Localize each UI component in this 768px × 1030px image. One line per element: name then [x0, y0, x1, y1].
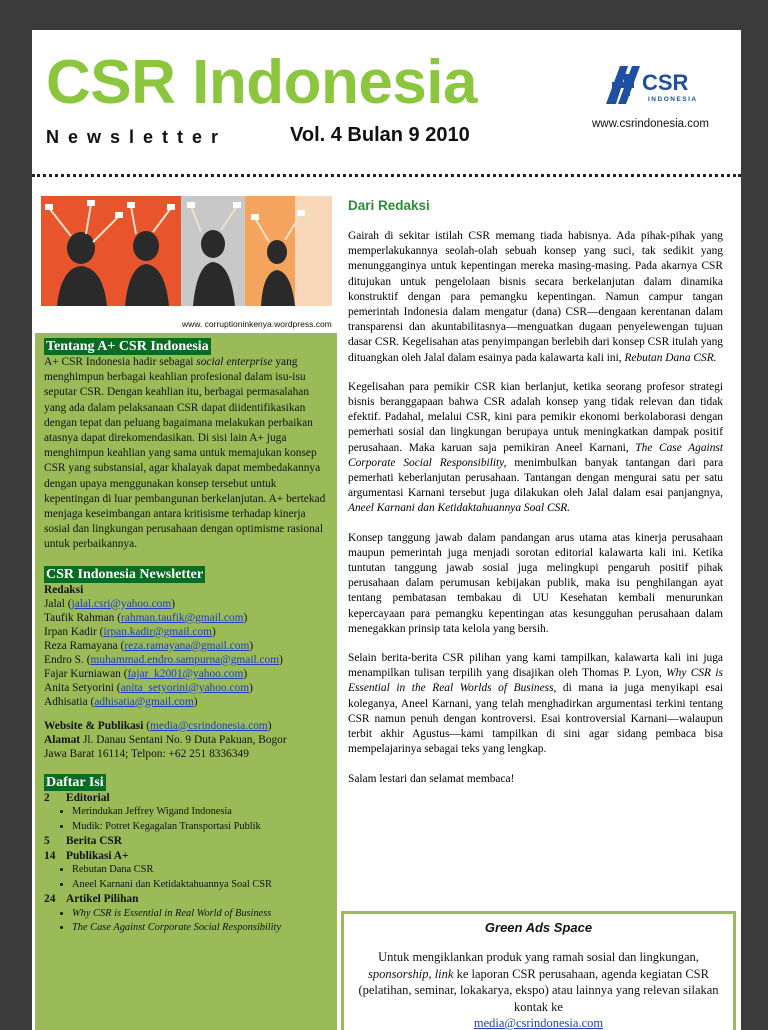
email-link[interactable]: anita_setyorini@yahoo.com	[120, 681, 250, 694]
team-member: Taufik Rahman (rahman.taufik@gmail.com)	[44, 611, 248, 624]
toc-section[interactable]: 2 Editorial	[44, 791, 110, 804]
editorial-paragraph: Konsep tanggung jawab dalam pandangan arus utama atas kinerja perusahaan maupun pemerintah juga menjadi sorotan editorial kalawarta kali ini. Ketika tuntutan tanggung jawab sosial juga melingkupi pengaruh positif pihak perusahaan dalam perumusan kebijakan publik, maka isu penghilangan ayat tentang pembatasan tembakau di UU Kesehatan kembali menurunkan kepercayaan para pemangku kepentingan atas kesungguhan perusahaan dalam menegakkan prinsip tata kelola yang bersih.	[348, 531, 723, 635]
team-member: Endro S. (muhammad.endro.sampurna@gmail.com)	[44, 653, 283, 666]
email-link[interactable]: fajar_k2001@yahoo.com	[127, 667, 244, 680]
volume-label: Vol. 4 Bulan 9 2010	[290, 124, 470, 146]
redaksi-label: Redaksi	[44, 583, 84, 596]
dotted-divider	[32, 174, 741, 177]
address-line: Alamat Jl. Danau Sentani No. 9 Duta Pakuan, Bogor	[44, 733, 287, 746]
media-email-link[interactable]: media@csrindonesia.com	[150, 719, 268, 732]
toc-item[interactable]: • Merindukan Jeffrey Wigand Indonesia	[72, 805, 330, 820]
website-publikasi: Website & Publikasi (media@csrindonesia.com)	[44, 719, 272, 732]
team-member: Anita Setyorini (anita_setyorini@yahoo.com)	[44, 681, 253, 694]
email-link[interactable]: muhammad.endro.sampurna@gmail.com	[90, 653, 280, 666]
toc-item[interactable]: • The Case Against Corporate Social Responsibility	[72, 921, 330, 936]
table-of-contents	[44, 791, 330, 936]
svg-text:INDONESIA: INDONESIA	[648, 96, 698, 103]
ads-title: Green Ads Space	[484, 920, 593, 935]
email-link[interactable]: reza.ramayana@gmail.com	[124, 639, 250, 652]
csr-indonesia-logo	[602, 60, 722, 110]
toc-section[interactable]: 5 Berita CSR	[44, 835, 122, 848]
newsletter-title: CSR Indonesia	[46, 48, 478, 117]
team-member: Jalal (jalal.csri@yahoo.com)	[44, 597, 176, 610]
toc-heading: Daftar Isi	[46, 774, 104, 790]
toc-item[interactable]: • Rebutan Dana CSR	[72, 863, 330, 878]
toc-item[interactable]: • Aneel Karnani dan Ketidaktahuannya Soal CSR	[72, 878, 330, 893]
green-ads-box	[341, 911, 736, 1030]
email-link[interactable]: jalal.csri@yahoo.com	[71, 597, 172, 610]
svg-text:CSR: CSR	[642, 70, 689, 95]
editorial-paragraph: Kegelisahan para pemikir CSR kian berlanjut, ketika seorang profesor strategi bisnis beranggapaan bahwa CSR adalah konsep yang tidak relevan dan tidak efektif. Padahal, melalui CSR, kini para pemikir ekonomi berkolaborasi dengan pemerhati sosial dan lingkungan berupaya untuk meningkatkan dampak positif perusahaan. Maka karuan saja pemikiran Aneel Karnani, The Case Against Corporate Social Responsibility, menimbulkan banyak tantangan dari para pemerhati keberlanjutan perusahaan. Tantangan dengan mengurai satu per satu argumentasi Karnani tersebut juga dilakukan oleh Jalal dalam esai panjangnya, Aneel Karnani dan Ketidaktahuannya Soal CSR.	[348, 380, 724, 515]
toc-item[interactable]: • Mudik: Potret Kegagalan Transportasi Publik	[72, 820, 330, 835]
banner-illustration	[41, 196, 332, 306]
team-member: Reza Ramayana (reza.ramayana@gmail.com)	[44, 639, 254, 652]
toc-item[interactable]: • Why CSR is Essential in Real World of Business	[72, 907, 330, 922]
editorial-paragraph: Gairah di sekitar istilah CSR memang tiada habisnya. Ada pihak-pihak yang memperlakukannya seolah-olah sebuah konsep yang suci, tak sedikit yang menungganginya untuk kepentingan mereka masing-masing. Pada akarnya CSR ditujukan untuk pengelolaan bisnis secara berkelanjutan dalam dinamika konstruktif dengan para pemangku kepentingan. Namun campur tangan pemerintah Indonesia dalam mengatur (dana) CSR—dengaan kerentanan dalam transparensi dan akuntabilitasnya—menguatkan dugaan penyelewengan tujuan dasar CSR. Kegelisahan atas penyimpangan berlebih dari konsep CSR itulah yang dituangkan oleh Jalal dalam esainya pada kalawarta kali ini, Rebutan Dana CSR.	[348, 230, 723, 364]
about-text: A+ CSR Indonesia hadir sebagai social enterprise yang menghimpun berbagai keahlian profesional dalam isu-isu seputar CSR. Dengan keahlian itu, berbagai permasalahan yang ada dalam pelaksanaan CSR dapat diidentifikasikan dengan tepat dan peluang bagaimana melakukan perbaikan atasnya dapat direkomendasikan. Di sisi lain A+ juga menghimpun keahlian yang sama untuk memajukan konsep CSR yang substansial, agar khalayak dapat membedakannya dengan upaya menggunakan konsep tersebut untuk kepentingan di luar pembangunan berkelanjutan. A+ bertekad menjaga keseimbangan antara kritisisme terhadap kinerja sosial dan lingkungan perusahaan dengan optimisme rasional untuk perbaikannya.	[44, 356, 326, 551]
newsletter-page	[32, 30, 741, 1030]
toc-section[interactable]: 14 Publikasi A+	[44, 849, 129, 862]
ads-text: Untuk mengiklankan produk yang ramah sosial dan lingkungan, sponsorship, link ke laporan CSR perusahaan, agenda kegiatan CSR (pelatihan, seminar, lokakarya, ekspo) atau lainnya yang relevan silakan kontak ke media@csrindonesia.com	[358, 950, 719, 1030]
editorial-paragraph: Selain berita-berita CSR pilihan yang kami tampilkan, kalawarta kali ini juga menampilkan tulisan terpilih yang disajikan oleh Thomas P. Lyon, Why CSR is Essential in the Real Worlds of Business, di mana ia juga menyikapi esai koleganya, Aneel Karnani, yang telah menghadirkan argumentasi terkini tentang CSR namun penuh dengan kontroversi. Esai kontroversial Karnani—walaupun terbit akhir Agustus—kami tampilkan di sini agar sidang pembaca bisa mempelajarinya sebagai teks yang lengkap.	[348, 652, 723, 756]
image-credit: www. corruptioninkenya.wordpress.com	[182, 319, 332, 329]
sidebar-box	[35, 333, 337, 1030]
email-link[interactable]: adhisatia@gmail.com	[94, 695, 194, 708]
newsletter-team-heading: CSR Indonesia Newsletter	[46, 566, 204, 582]
editorial-closing: Salam lestari dan selamat membaca!	[348, 772, 515, 785]
address-line: Jawa Barat 16114; Telpon: +62 251 8336349	[44, 747, 249, 760]
toc-section[interactable]: 24 Artikel Pilihan	[44, 893, 139, 906]
team-member: Irpan Kadir (irpan.kadir@gmail.com)	[44, 625, 216, 638]
website-link[interactable]: www.csrindonesia.com	[592, 118, 709, 130]
email-link[interactable]: rahman.taufik@gmail.com	[121, 611, 244, 624]
editorial-title: Dari Redaksi	[348, 198, 430, 213]
team-member: Adhisatia (adhisatia@gmail.com)	[44, 695, 198, 708]
newsletter-label: Newsletter	[46, 127, 228, 147]
ads-email-link[interactable]: media@csrindonesia.com	[473, 1016, 604, 1030]
editorial-column	[348, 198, 723, 801]
about-heading: Tentang A+ CSR Indonesia	[46, 339, 209, 354]
team-member: Fajar Kurniawan (fajar_k2001@yahoo.com)	[44, 667, 248, 680]
email-link[interactable]: irpan.kadir@gmail.com	[103, 625, 213, 638]
